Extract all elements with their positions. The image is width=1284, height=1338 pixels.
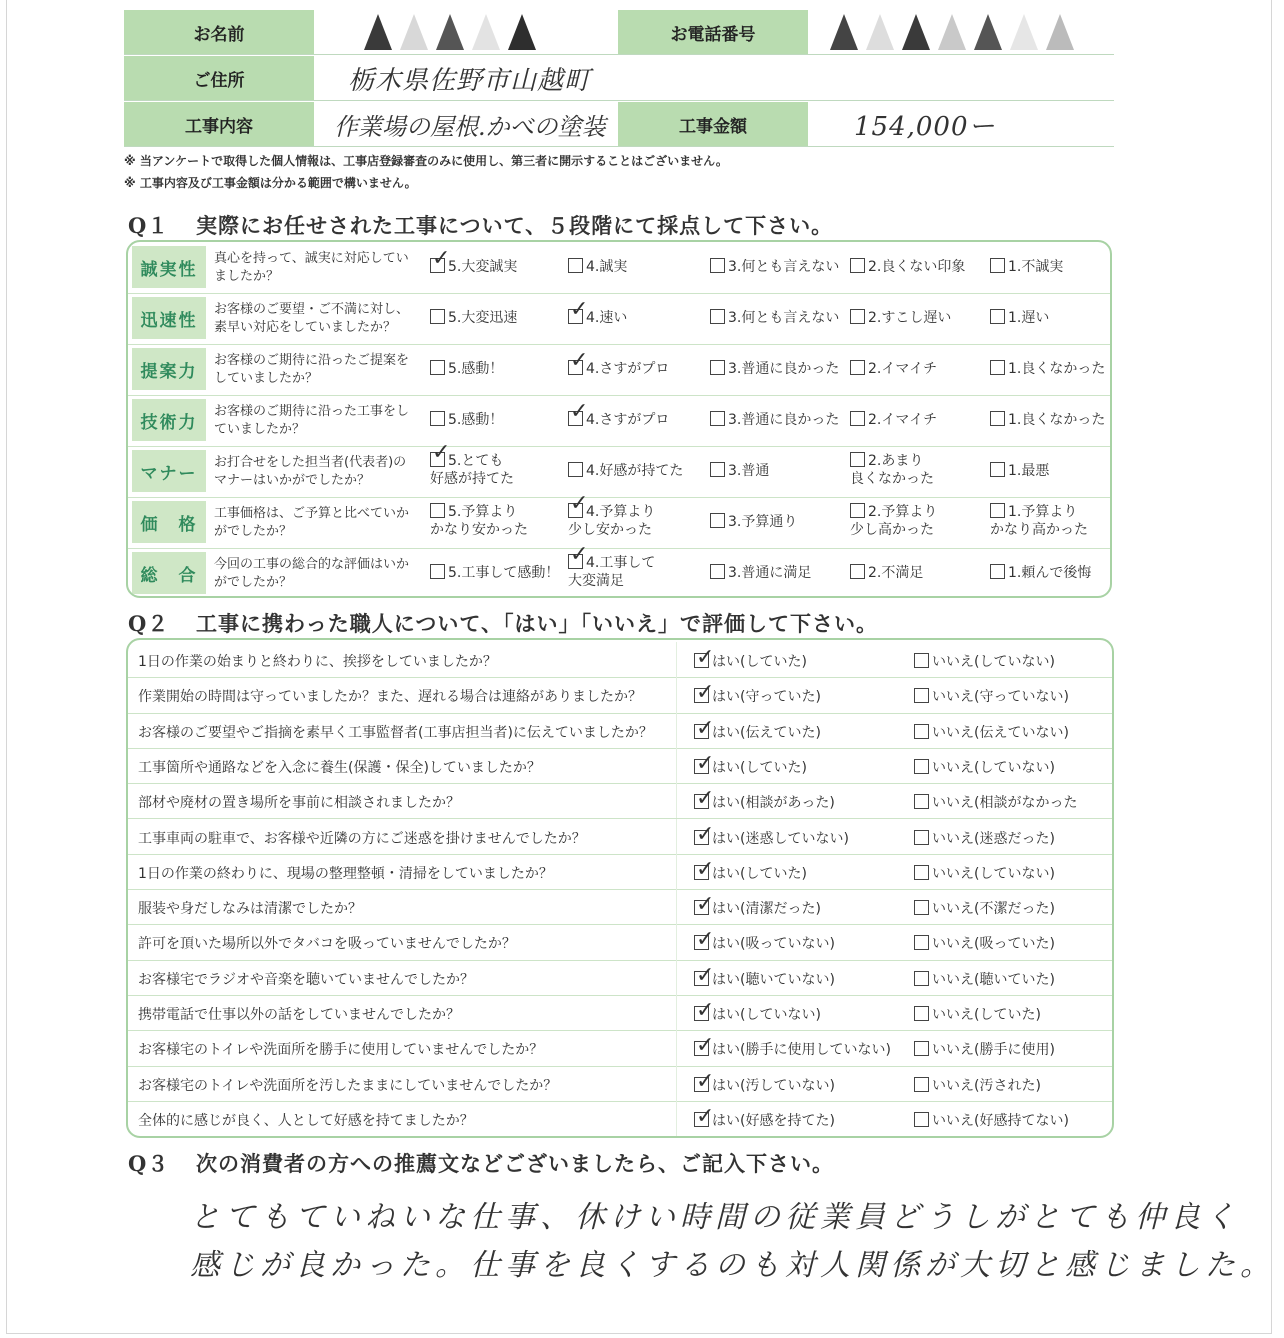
checkbox[interactable] <box>430 503 445 518</box>
q1-row <box>128 497 1110 549</box>
info-row-name-phone <box>124 10 1114 55</box>
q2-row <box>128 924 1112 960</box>
checkbox[interactable] <box>694 688 709 703</box>
checkbox[interactable] <box>710 462 725 477</box>
q1-option-5[interactable] <box>430 360 503 378</box>
q1-option-label: 5.大変誠実 <box>448 259 518 275</box>
q1-option-3[interactable] <box>710 360 839 378</box>
q2-no-option[interactable] <box>914 1004 1041 1024</box>
q2-no-option[interactable] <box>914 722 1069 742</box>
customer-info-table <box>124 10 1114 146</box>
checkbox[interactable] <box>914 1077 929 1092</box>
checkbox[interactable] <box>430 411 445 426</box>
q1-row <box>128 548 1110 598</box>
name-label: お名前 <box>124 10 314 54</box>
q3-number: Q３ <box>128 1151 170 1176</box>
q1-category-label: 技術力 <box>132 399 206 441</box>
checkbox[interactable] <box>430 258 445 273</box>
q2-row <box>128 889 1112 925</box>
q1-option-label: 3.普通 <box>728 463 770 479</box>
checkbox[interactable] <box>990 564 1005 579</box>
checkbox[interactable] <box>914 1006 929 1021</box>
checkbox[interactable] <box>694 794 709 809</box>
q1-category-label: マナー <box>132 450 206 492</box>
q1-option-label: 3.普通に良かった <box>728 361 840 377</box>
q1-option-label: 4.誠実 <box>586 259 628 275</box>
amount-label: 工事金額 <box>618 102 808 146</box>
q2-no-option[interactable] <box>914 757 1055 777</box>
q2-no-option[interactable] <box>914 1110 1069 1130</box>
q1-option-label: 4.予算より 少し安かった <box>568 504 656 538</box>
checkbox[interactable] <box>710 309 725 324</box>
checkbox[interactable] <box>568 258 583 273</box>
q1-option-1[interactable] <box>990 462 1049 480</box>
checkbox[interactable] <box>990 258 1005 273</box>
q1-option-2[interactable] <box>850 360 937 378</box>
q2-row <box>128 1101 1112 1137</box>
q2-yes-label: はい(勝手に使用していない) <box>712 1042 891 1059</box>
q1-option-3[interactable] <box>710 411 839 429</box>
q1-row <box>128 446 1110 498</box>
q2-no-option[interactable] <box>914 686 1069 706</box>
checkbox[interactable] <box>990 411 1005 426</box>
q2-row <box>128 1030 1112 1066</box>
q2-row <box>128 819 1112 855</box>
checkbox[interactable] <box>694 724 709 739</box>
q2-no-option[interactable] <box>914 1039 1055 1059</box>
q1-option-label: 4.工事して 大変満足 <box>568 555 656 589</box>
checkbox[interactable] <box>990 360 1005 375</box>
q2-yes-option[interactable] <box>694 651 807 671</box>
q1-option-label: 4.さすがプロ <box>586 412 670 428</box>
q1-category-label: 提案力 <box>132 348 206 390</box>
checkbox[interactable] <box>694 935 709 950</box>
checkbox[interactable] <box>430 564 445 579</box>
q1-option-4[interactable] <box>568 462 683 480</box>
q1-option-label: 5.大変迅速 <box>448 310 518 326</box>
checkbox[interactable] <box>850 360 865 375</box>
q1-option-label: 2.イマイチ <box>868 361 938 377</box>
checkbox[interactable] <box>914 794 929 809</box>
q2-yes-label: はい(守っていた) <box>712 689 821 706</box>
q2-yes-option[interactable] <box>694 686 821 706</box>
checkbox[interactable] <box>914 830 929 845</box>
q2-yes-option[interactable] <box>694 828 849 848</box>
q1-option-1[interactable] <box>990 411 1105 429</box>
q1-option-1[interactable] <box>990 360 1105 378</box>
checkbox[interactable] <box>694 971 709 986</box>
q2-no-label: いいえ(迷惑だった) <box>932 830 1055 847</box>
q2-yes-label: はい(伝えていた) <box>712 724 821 741</box>
checkbox[interactable] <box>710 411 725 426</box>
checkbox[interactable] <box>694 759 709 774</box>
q2-row <box>128 642 1112 678</box>
q1-rating-table <box>126 240 1112 598</box>
checkbox[interactable] <box>568 554 583 569</box>
q1-option-3[interactable] <box>710 513 797 531</box>
q1-row <box>128 293 1110 345</box>
q1-heading <box>128 210 833 240</box>
phone-label: お電話番号 <box>618 10 808 54</box>
row-divider <box>676 854 677 889</box>
info-row-address <box>124 56 1114 101</box>
phone-redacted-mosaic <box>830 12 1074 52</box>
q1-option-label: 1.頼んで後悔 <box>1008 565 1092 581</box>
q1-option-3[interactable] <box>710 462 769 480</box>
q2-question: 許可を頂いた場所以外でタバコを吸っていませんでしたか？ <box>138 936 516 953</box>
q1-option-5[interactable] <box>430 452 514 488</box>
recommendation-line-2: 感じが良かった。仕事を良くするのも対人関係が大切と感じました。 <box>190 1248 1275 1283</box>
checkbox[interactable] <box>694 865 709 880</box>
q2-no-option[interactable] <box>914 1075 1041 1095</box>
checkbox[interactable] <box>694 653 709 668</box>
row-divider <box>676 889 677 924</box>
row-divider <box>676 960 677 995</box>
checkbox[interactable] <box>694 1041 709 1056</box>
q1-category-label: 迅速性 <box>132 297 206 339</box>
q2-yes-label: はい(聴いていない) <box>712 971 835 988</box>
checkbox[interactable] <box>914 759 929 774</box>
amount-value: 154,000ー <box>854 111 996 142</box>
q1-option-1[interactable] <box>990 258 1063 276</box>
q2-no-label: いいえ(守っていない) <box>932 689 1069 706</box>
q1-row <box>128 395 1110 447</box>
q2-yes-label: はい(していた) <box>712 759 807 776</box>
q2-no-label: いいえ(していない) <box>932 865 1055 882</box>
q1-question: 工事価格は、ご予算と比べていかがでしたか？ <box>214 506 410 539</box>
checkbox[interactable] <box>710 564 725 579</box>
q1-option-label: 4.速い <box>586 310 628 326</box>
q2-yes-option[interactable] <box>694 1039 891 1059</box>
q2-no-label: いいえ(していない) <box>932 654 1055 670</box>
q1-option-5[interactable] <box>430 411 503 429</box>
row-divider <box>676 713 677 748</box>
q2-row <box>128 713 1112 749</box>
q2-yes-label: はい(汚していない) <box>712 1077 835 1094</box>
q1-option-5[interactable] <box>430 258 517 276</box>
q2-row <box>128 677 1112 713</box>
q3-heading <box>128 1148 834 1178</box>
q2-yes-option[interactable] <box>694 969 835 989</box>
scope-note: ※ 工事内容及び工事金額は分かる範囲で構いません。 <box>124 176 417 190</box>
q2-no-label: いいえ(相談がなかった <box>932 795 1078 812</box>
q1-option-label: 1.不誠実 <box>1008 259 1064 275</box>
q1-option-5[interactable] <box>430 309 517 327</box>
q2-yes-label: はい(相談があった) <box>712 795 835 812</box>
q2-yes-option[interactable] <box>694 757 807 777</box>
q1-option-2[interactable] <box>850 258 965 276</box>
q2-row <box>128 854 1112 890</box>
checkbox[interactable] <box>568 411 583 426</box>
q2-yes-no-table <box>126 638 1114 1138</box>
q1-option-3[interactable] <box>710 309 839 327</box>
row-divider <box>676 1030 677 1065</box>
checkbox[interactable] <box>990 503 1005 518</box>
q1-category-label: 価 格 <box>132 501 206 543</box>
q1-option-label: 2.良くない印象 <box>868 259 966 275</box>
q1-option-1[interactable] <box>990 503 1088 539</box>
q2-yes-option[interactable] <box>694 863 807 883</box>
checkbox[interactable] <box>850 309 865 324</box>
q1-option-2[interactable] <box>850 411 937 429</box>
info-row-work-amount <box>124 102 1114 147</box>
recommendation-line-1: とてもていねいな仕事、休けい時間の従業員どうしがとても仲良く <box>190 1200 1240 1235</box>
q1-question: お客様のご期待に沿った工事をしていましたか？ <box>214 404 410 437</box>
checkbox[interactable] <box>568 503 583 518</box>
q2-no-label: いいえ(好感持てない) <box>932 1112 1069 1129</box>
q2-row <box>128 748 1112 784</box>
q1-option-label: 5.工事して感動！ <box>448 565 560 581</box>
q1-option-4[interactable] <box>568 309 627 327</box>
q1-option-label: 5.予算より かなり安かった <box>430 504 528 538</box>
q1-row <box>128 344 1110 396</box>
checkbox[interactable] <box>694 1112 709 1127</box>
q2-question: お客様のご要望やご指摘を素早く工事監督者(工事店担当者)に伝えていましたか？ <box>138 724 653 741</box>
q2-row <box>128 995 1112 1031</box>
row-divider <box>676 819 677 854</box>
q1-option-4[interactable] <box>568 411 669 429</box>
row-divider <box>676 677 677 712</box>
q1-option-label: 1.良くなかった <box>1008 361 1106 377</box>
q1-option-label: 2.イマイチ <box>868 412 938 428</box>
q1-number: Q１ <box>128 213 170 238</box>
checkbox[interactable] <box>914 900 929 915</box>
checkbox[interactable] <box>850 258 865 273</box>
q2-row <box>128 783 1112 819</box>
q2-yes-option[interactable] <box>694 792 835 812</box>
q1-option-label: 3.普通に良かった <box>728 412 840 428</box>
checkbox[interactable] <box>710 258 725 273</box>
q1-option-2[interactable] <box>850 452 934 488</box>
checkbox[interactable] <box>430 309 445 324</box>
q1-option-label: 5.感動！ <box>448 361 504 377</box>
q1-option-2[interactable] <box>850 503 937 539</box>
row-divider <box>676 924 677 959</box>
q1-question: お客様のご期待に沿ったご提案をしていましたか？ <box>214 353 410 386</box>
q2-heading <box>128 608 878 638</box>
q1-title: 実際にお任せされた工事について、５段階にて採点して下さい。 <box>196 213 834 238</box>
address-label: ご住所 <box>124 56 314 100</box>
q1-question: お客様のご要望・ご不満に対し、素早い対応をしていましたか？ <box>214 302 410 335</box>
q2-no-label: いいえ(勝手に使用) <box>932 1042 1055 1059</box>
q1-option-label: 3.何とも言えない <box>728 310 840 326</box>
q2-question: 1日の作業の終わりに、現場の整理整頓・清掃をしていましたか？ <box>138 865 553 882</box>
row-divider <box>676 1066 677 1101</box>
address-value: 栃木県佐野市山越町 <box>348 65 592 96</box>
q1-option-label: 2.すこし遅い <box>868 310 952 326</box>
checkbox[interactable] <box>850 503 865 518</box>
q1-option-label: 2.不満足 <box>868 565 924 581</box>
checkbox[interactable] <box>430 452 445 467</box>
q2-no-label: いいえ(吸っていた) <box>932 936 1055 953</box>
q2-no-option[interactable] <box>914 651 1055 671</box>
q1-option-3[interactable] <box>710 258 839 276</box>
q2-question: 1日の作業の始まりと終わりに、挨拶をしていましたか？ <box>138 654 497 670</box>
checkbox[interactable] <box>694 1006 709 1021</box>
q2-question: 部材や廃材の置き場所を事前に相談されましたか？ <box>138 795 460 812</box>
q2-yes-label: はい(清潔だった) <box>712 901 821 918</box>
q1-question: お打合せをした担当者(代表者)のマナーはいかがでしたか？ <box>214 455 407 488</box>
q2-question: 工事車両の駐車で、お客様や近隣の方にご迷惑を掛けませんでしたか？ <box>138 830 586 847</box>
q2-row <box>128 1066 1112 1102</box>
checkbox[interactable] <box>914 1041 929 1056</box>
work-label: 工事内容 <box>124 102 314 146</box>
checkbox[interactable] <box>568 360 583 375</box>
q1-option-label: 4.さすがプロ <box>586 361 670 377</box>
checkbox[interactable] <box>990 309 1005 324</box>
q2-yes-option[interactable] <box>694 898 821 918</box>
q1-option-1[interactable] <box>990 564 1091 582</box>
q2-yes-label: はい(迷惑していない) <box>712 830 849 847</box>
checkbox[interactable] <box>914 935 929 950</box>
q2-yes-label: はい(好感を持てた) <box>712 1112 835 1129</box>
checkbox[interactable] <box>850 411 865 426</box>
q1-option-4[interactable] <box>568 554 655 590</box>
q2-row <box>128 960 1112 996</box>
q2-question: 全体的に感じが良く、人として好感を持てましたか？ <box>138 1112 474 1129</box>
q1-option-5[interactable] <box>430 503 528 539</box>
q2-number: Q２ <box>128 611 170 636</box>
checkbox[interactable] <box>568 462 583 477</box>
checkbox[interactable] <box>914 688 929 703</box>
q1-category-label: 誠実性 <box>132 246 206 288</box>
q2-yes-option[interactable] <box>694 722 821 742</box>
privacy-note: ※ 当アンケートで取得した個人情報は、工事店登録審査のみに使用し、第三者に開示することはございません。 <box>124 154 728 168</box>
q1-option-1[interactable] <box>990 309 1049 327</box>
q2-no-label: いいえ(していた) <box>932 1007 1041 1023</box>
q1-question: 今回の工事の総合的な評価はいかがでしたか？ <box>214 557 410 590</box>
checkbox[interactable] <box>694 900 709 915</box>
q2-question: 工事箇所や通路などを入念に養生(保護・保全)していましたか？ <box>138 759 541 776</box>
q2-question: お客様宅でラジオや音楽を聴いていませんでしたか？ <box>138 971 474 988</box>
q1-category-label: 総 合 <box>132 552 206 594</box>
q1-option-label: 5.とても 好感が持てた <box>430 453 514 487</box>
checkbox[interactable] <box>850 452 865 467</box>
checkbox[interactable] <box>914 653 929 668</box>
row-divider <box>676 642 677 677</box>
q2-no-label: いいえ(していない) <box>932 759 1055 776</box>
q2-no-label: いいえ(汚された) <box>932 1077 1041 1094</box>
q2-no-option[interactable] <box>914 792 1077 812</box>
q2-yes-option[interactable] <box>694 933 835 953</box>
q1-option-label: 2.あまり 良くなかった <box>850 453 934 487</box>
q1-option-4[interactable] <box>568 503 655 539</box>
q1-option-label: 1.予算より かなり高かった <box>990 504 1088 538</box>
q1-option-label: 4.好感が持てた <box>586 463 684 479</box>
checkbox[interactable] <box>990 462 1005 477</box>
q2-question: 服装や身だしなみは清潔でしたか？ <box>138 901 362 918</box>
q1-option-label: 3.普通に満足 <box>728 565 812 581</box>
q1-option-label: 1.遅い <box>1008 310 1050 326</box>
q2-no-option[interactable] <box>914 863 1055 883</box>
q2-question: お客様宅のトイレや洗面所を勝手に使用していませんでしたか？ <box>138 1042 544 1059</box>
q3-title: 次の消費者の方への推薦文などございましたら、ご記入下さい。 <box>196 1151 834 1176</box>
q1-option-label: 3.何とも言えない <box>728 259 840 275</box>
q1-question: 真心を持って、誠実に対応していましたか？ <box>214 251 409 284</box>
q2-yes-label: はい(していた) <box>712 654 807 670</box>
q2-yes-label: はい(していない) <box>712 1007 821 1023</box>
checkbox[interactable] <box>568 309 583 324</box>
q2-no-label: いいえ(伝えていない) <box>932 724 1069 741</box>
checkbox[interactable] <box>850 564 865 579</box>
checkbox[interactable] <box>710 360 725 375</box>
q2-yes-option[interactable] <box>694 1004 821 1024</box>
checkbox[interactable] <box>914 971 929 986</box>
q1-option-label: 1.最悪 <box>1008 463 1050 479</box>
q1-row <box>128 242 1110 294</box>
q2-no-label: いいえ(不潔だった) <box>932 901 1055 918</box>
q2-no-label: いいえ(聴いていた) <box>932 971 1055 988</box>
checkbox[interactable] <box>914 1112 929 1127</box>
q1-option-label: 1.良くなかった <box>1008 412 1106 428</box>
q1-option-5[interactable] <box>430 564 559 582</box>
q1-option-4[interactable] <box>568 360 669 378</box>
q1-option-3[interactable] <box>710 564 811 582</box>
q2-no-option[interactable] <box>914 828 1055 848</box>
q1-option-2[interactable] <box>850 309 951 327</box>
q2-yes-label: はい(していた) <box>712 865 807 882</box>
name-redacted-mosaic <box>364 12 536 52</box>
checkbox[interactable] <box>430 360 445 375</box>
row-divider <box>676 783 677 818</box>
checkbox[interactable] <box>710 513 725 528</box>
q2-question: 携帯電話で仕事以外の話をしていませんでしたか？ <box>138 1007 460 1023</box>
q1-option-label: 2.予算より 少し高かった <box>850 504 938 538</box>
q2-no-option[interactable] <box>914 969 1055 989</box>
q1-option-label: 3.予算通り <box>728 514 798 530</box>
work-value: 作業場の屋根.かべの塗装 <box>334 112 606 141</box>
q2-yes-option[interactable] <box>694 1075 835 1095</box>
q1-option-4[interactable] <box>568 258 627 276</box>
checkbox[interactable] <box>914 724 929 739</box>
checkbox[interactable] <box>694 1077 709 1092</box>
q2-yes-option[interactable] <box>694 1110 835 1130</box>
q1-option-label: 5.感動！ <box>448 412 504 428</box>
q2-no-option[interactable] <box>914 933 1055 953</box>
q2-question: お客様宅のトイレや洗面所を汚したままにしていませんでしたか？ <box>138 1077 558 1094</box>
row-divider <box>676 1101 677 1136</box>
q2-no-option[interactable] <box>914 898 1055 918</box>
checkbox[interactable] <box>694 830 709 845</box>
q2-question: 作業開始の時間は守っていましたか？また、遅れる場合は連絡がありましたか？ <box>138 689 642 706</box>
checkbox[interactable] <box>914 865 929 880</box>
q1-option-2[interactable] <box>850 564 923 582</box>
row-divider <box>676 748 677 783</box>
row-divider <box>676 995 677 1030</box>
q2-yes-label: はい(吸っていない) <box>712 936 835 953</box>
q2-title: 工事に携わった職人について、「はい」「いいえ」で評価して下さい。 <box>196 611 878 636</box>
